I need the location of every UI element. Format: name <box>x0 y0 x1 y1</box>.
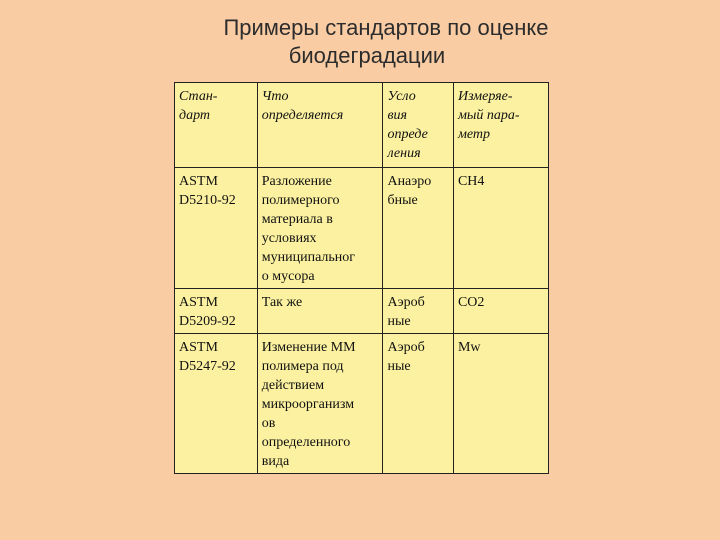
cell-parameter: Mw <box>453 334 548 474</box>
cell-conditions: Анаэро бные <box>383 168 454 289</box>
cell-standard: ASTM D5247-92 <box>175 334 258 474</box>
table-row <box>175 334 549 474</box>
header-conditions: Усло вия опреде ления <box>383 83 454 168</box>
cell-standard: ASTM D5210-92 <box>175 168 258 289</box>
slide-title <box>0 14 720 70</box>
table-header-row <box>175 83 549 168</box>
cell-conditions: Аэроб ные <box>383 289 454 334</box>
table-row <box>175 168 549 289</box>
header-standard: Стан- дарт <box>175 83 258 168</box>
cell-what: Изменение ММ полимера под действием микроорганизм ов определенного вида <box>257 334 383 474</box>
header-parameter: Измеряе- мый пара- метр <box>453 83 548 168</box>
cell-what: Разложение полимерного материала в условиях муниципальног о мусора <box>257 168 383 289</box>
cell-parameter: CH4 <box>453 168 548 289</box>
slide-title-line-2: биодеградации <box>288 43 446 68</box>
slide-title-line-1: Примеры стандартов по оценке <box>223 15 549 40</box>
cell-conditions: Аэроб ные <box>383 334 454 474</box>
header-what: Что определяется <box>257 83 383 168</box>
cell-what: Так же <box>257 289 383 334</box>
table-row <box>175 289 549 334</box>
standards-table <box>174 82 549 474</box>
cell-standard: ASTM D5209-92 <box>175 289 258 334</box>
cell-parameter: CO2 <box>453 289 548 334</box>
